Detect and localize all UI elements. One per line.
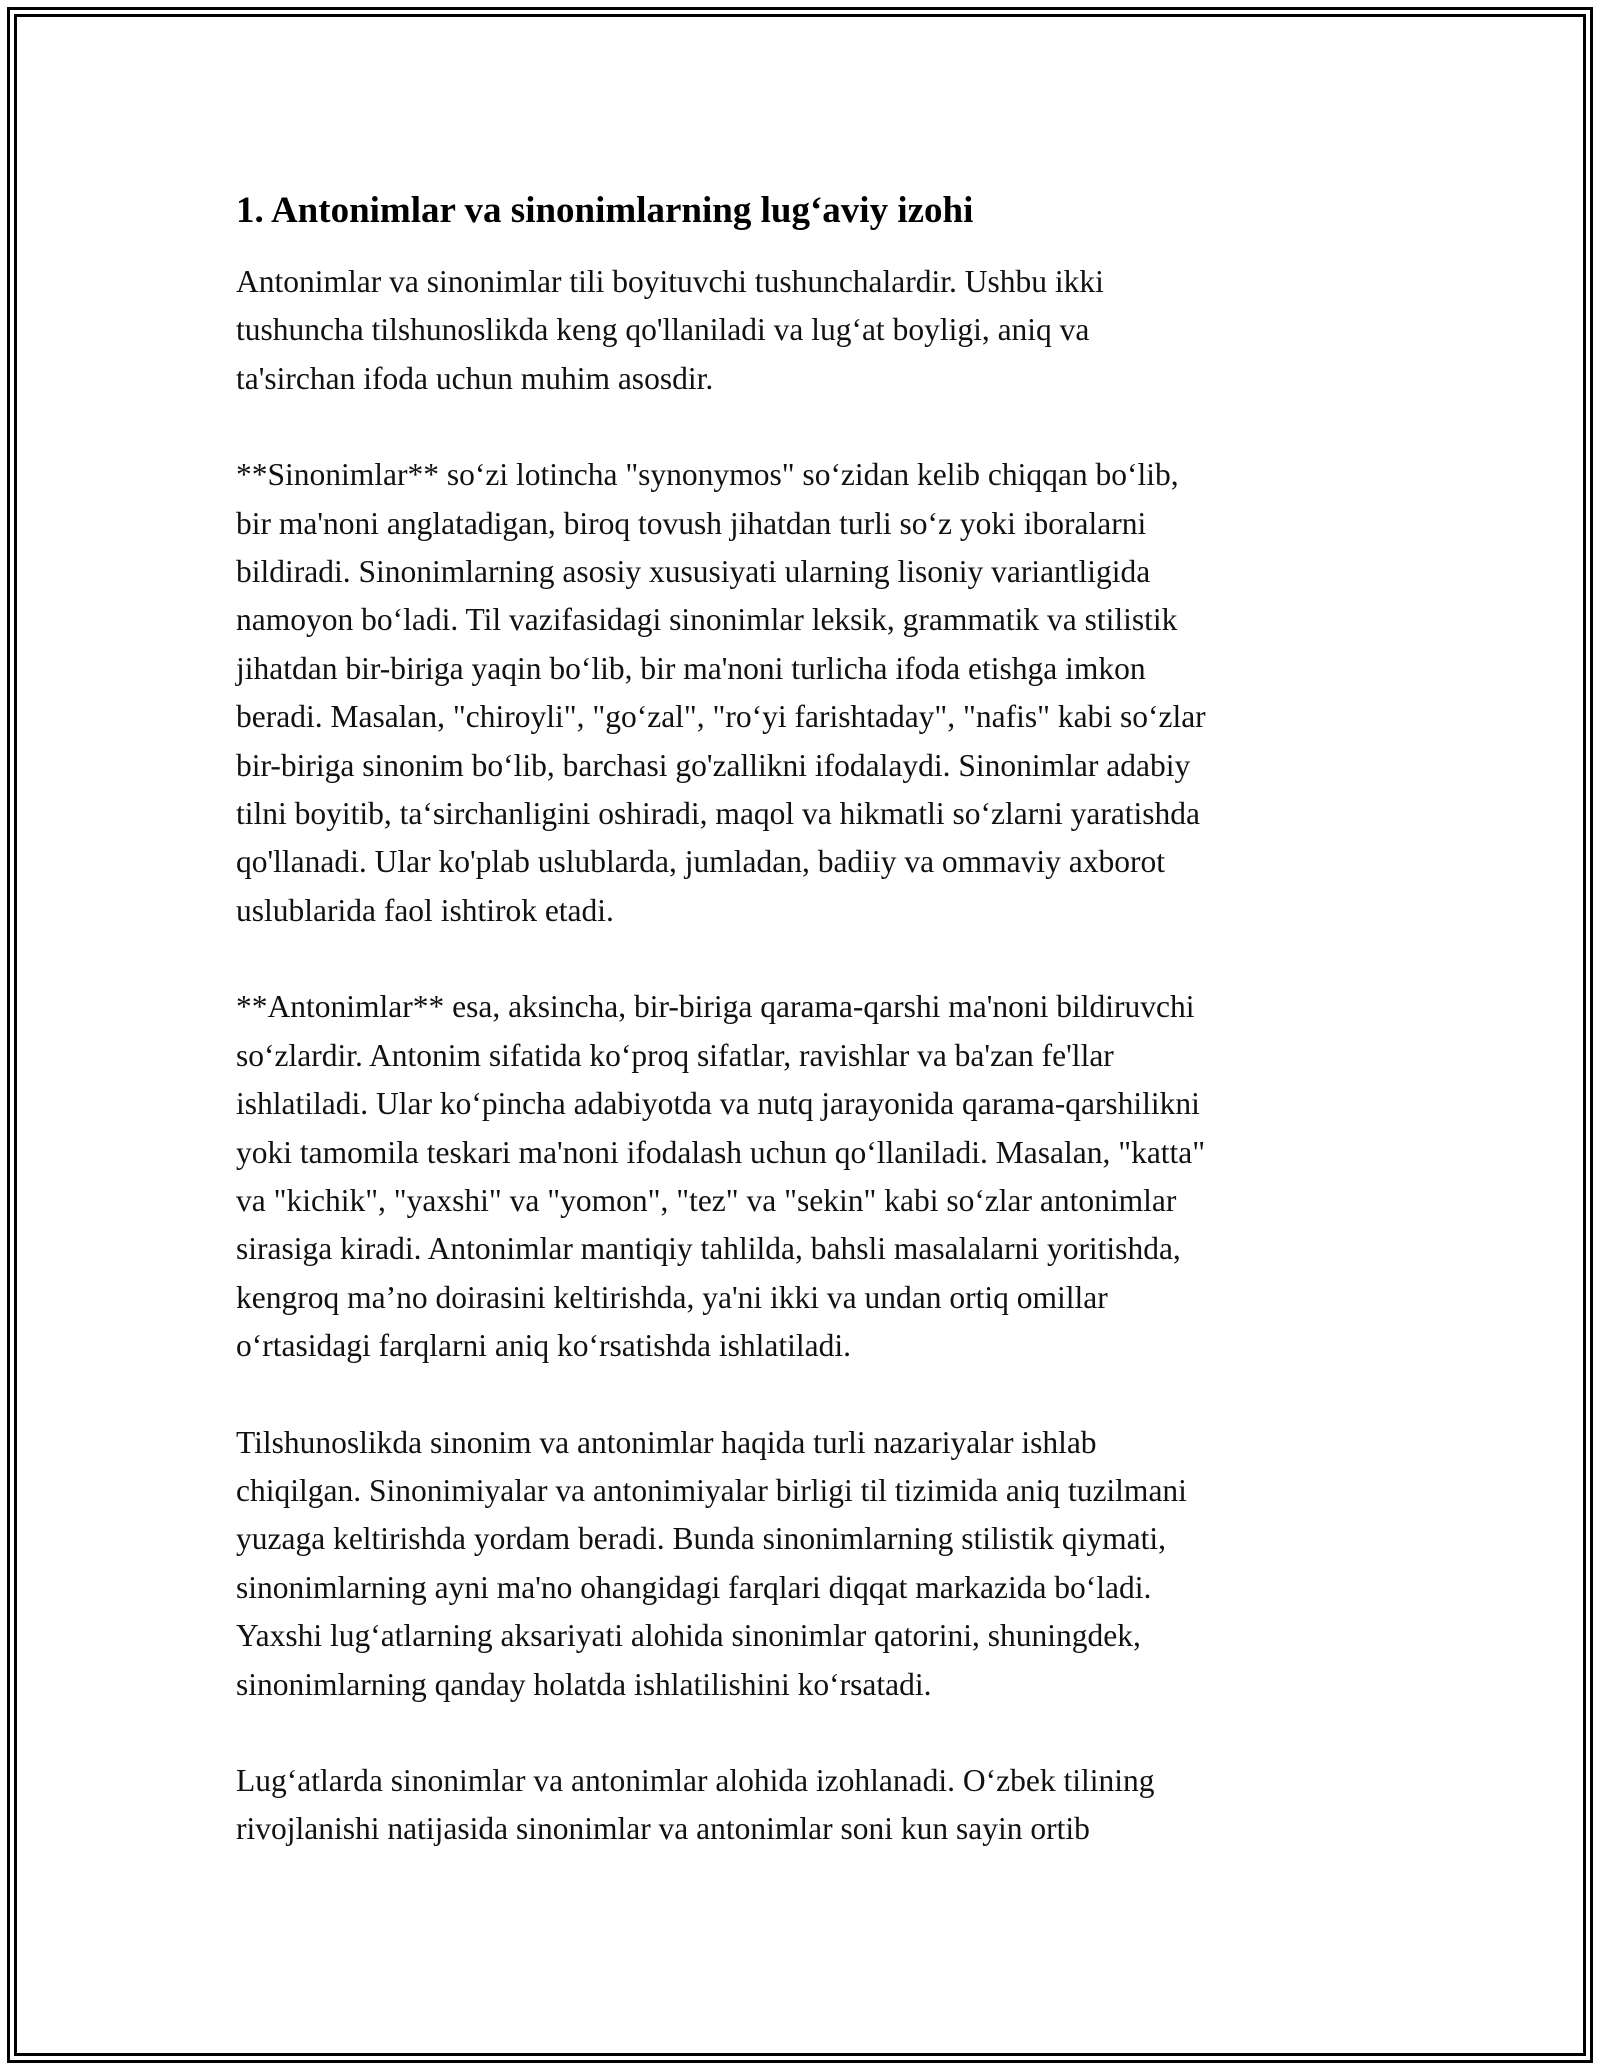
text-line: **Sinonimlar** so‘zi lotincha "synonymos" so‘zidan kelib chiqqan bo‘lib, xyxy=(236,457,1179,493)
text-line: qo'llanadi. Ular ko'plab uslublarda, jumladan, badiiy va ommaviy axborot xyxy=(236,844,1166,880)
text-line: bildiradi. Sinonimlarning asosiy xususiyati ularning lisoniy variantligida xyxy=(236,554,1151,590)
text-line: namoyon bo‘ladi. Til vazifasidagi sinonimlar leksik, grammatik va stilistik xyxy=(236,602,1178,638)
text-line: o‘rtasidagi farqlarni aniq ko‘rsatishda ishlatiladi. xyxy=(236,1328,851,1364)
text-line: Antonimlar va sinonimlar tili boyituvchi tushunchalardir. Ushbu ikki xyxy=(236,264,1104,299)
text-line: Tilshunoslikda sinonim va antonimlar haqida turli nazariyalar ishlab xyxy=(236,1424,1097,1460)
text-line: rivojlanishi natijasida sinonimlar va antonimlar soni kun sayin ortib xyxy=(236,1811,1090,1847)
text-line: yuzaga keltirishda yordam beradi. Bunda sinonimlarning stilistik qiymati, xyxy=(236,1521,1166,1557)
text-line: tilni boyitib, ta‘sirchanligini oshiradi, maqol va hikmatli so‘zlarni yaratishda xyxy=(236,796,1201,832)
paragraph-theories xyxy=(236,1419,1386,1709)
text-line: bir-biriga sinonim bo‘lib, barchasi go'zallikni ifodalaydi. Sinonimlar adabiy xyxy=(236,747,1191,783)
text-line: Lug‘atlarda sinonimlar va antonimlar alohida izohlanadi. O‘zbek tilining xyxy=(236,1762,1155,1798)
text-line: ishlatiladi. Ular ko‘pincha adabiyotda va nutq jarayonida qarama-qarshilikni xyxy=(236,1086,1200,1122)
text-line: chiqilgan. Sinonimiyalar va antonimiyalar birligi til tizimida aniq tuzilmani xyxy=(236,1472,1187,1508)
paragraph-antonyms xyxy=(236,983,1386,1370)
text-line: yoki tamomila teskari ma'noni ifodalash uchun qo‘llaniladi. Masalan, "katta" xyxy=(236,1134,1206,1170)
text-line: **Antonimlar** esa, aksincha, bir-biriga qarama-qarshi ma'noni bildiruvchi xyxy=(236,989,1195,1025)
text-line: va "kichik", "yaxshi" va "yomon", "tez" va "sekin" kabi so‘zlar antonimlar xyxy=(236,1182,1177,1218)
text-line: Yaxshi lug‘atlarning aksariyati alohida sinonimlar qatorini, shuningdek, xyxy=(236,1618,1141,1654)
text-line: jihatdan bir-biriga yaqin bo‘lib, bir ma'noni turlicha ifoda etishga imkon xyxy=(236,650,1146,686)
text-line: so‘zlardir. Antonim sifatida ko‘proq sifatlar, ravishlar va ba'zan fe'llar xyxy=(236,1037,1114,1073)
paragraph-intro xyxy=(236,258,1386,403)
section-heading: 1. Antonimlar va sinonimlarning lug‘aviy izohi xyxy=(236,190,974,231)
text-line: uslublarida faol ishtirok etadi. xyxy=(236,892,614,928)
text-line: ta'sirchan ifoda uchun muhim asosdir. xyxy=(236,360,714,396)
text-line: bir ma'noni anglatadigan, biroq tovush jihatdan turli so‘z yoki iboralarni xyxy=(236,505,1147,541)
text-line: kengroq ma’no doirasini keltirishda, ya'ni ikki va undan ortiq omillar xyxy=(236,1279,1108,1315)
document-body xyxy=(236,186,1386,1902)
text-line: sirasiga kiradi. Antonimlar mantiqiy tahlilda, bahsli masalalarni yoritishda, xyxy=(236,1231,1181,1267)
paragraph-synonyms xyxy=(236,451,1386,935)
text-line: sinonimlarning ayni ma'no ohangidagi farqlari diqqat markazida bo‘ladi. xyxy=(236,1569,1152,1605)
text-line: sinonimlarning qanday holatda ishlatilishini ko‘rsatadi. xyxy=(236,1666,932,1702)
paragraph-dictionaries xyxy=(236,1757,1386,1854)
text-line: beradi. Masalan, "chiroyli", "go‘zal", "ro‘yi farishtaday", "nafis" kabi so‘zlar xyxy=(236,699,1206,735)
text-line: tushuncha tilshunoslikda keng qo'llaniladi va lug‘at boyligi, aniq va xyxy=(236,312,1090,348)
